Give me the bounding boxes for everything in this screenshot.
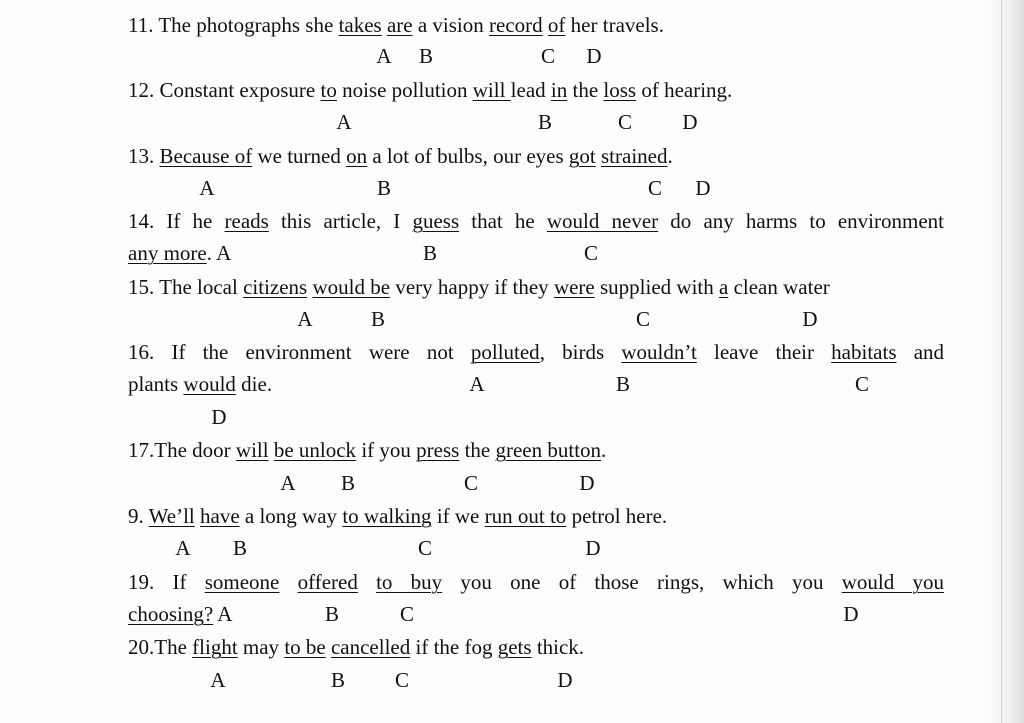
q20-letter-b: B: [330, 668, 346, 692]
question-11-text: 11. The photographs she takes are a vision record of her travels.: [128, 13, 664, 37]
q17-letter-b: B: [340, 471, 356, 495]
q11-letter-a: A: [376, 44, 392, 68]
q13-letter-d: D: [695, 176, 711, 200]
q17-letter-a: A: [280, 471, 296, 495]
question-15-text: 15. The local citizens would be very happy if they were supplied with a clean water: [128, 275, 830, 299]
q13-letter-c: C: [647, 176, 663, 200]
q15-letter-b: B: [370, 307, 386, 331]
q19-letter-c: C: [399, 602, 415, 626]
q14-letter-b: B: [422, 241, 438, 265]
question-12-text: 12. Constant exposure to noise pollution will lead in the loss of hearing.: [128, 78, 733, 102]
question-14-text: 14. If he reads this article, I guess that he would never do any harms to environment: [128, 209, 944, 233]
q19-letter-b: B: [324, 602, 340, 626]
q12-letter-c: C: [617, 110, 633, 134]
question-14-continuation: any more. A: [128, 241, 232, 265]
q17-letter-d: D: [579, 471, 595, 495]
q19-letter-d: D: [843, 602, 859, 626]
q11-letter-b: B: [418, 44, 434, 68]
q11-letter-d: D: [586, 44, 602, 68]
page-edge-shadow: [988, 0, 1024, 723]
question-19-continuation: choosing? A: [128, 602, 233, 626]
question-9-text: 9. We’ll have a long way to walking if we run out to petrol here.: [128, 504, 668, 528]
q16-letter-a: A: [469, 372, 485, 396]
q9-letter-d: D: [585, 536, 601, 560]
q17-letter-c: C: [463, 471, 479, 495]
question-16-continuation: plants would die.: [128, 372, 273, 396]
q9-letter-c: C: [417, 536, 433, 560]
q12-letter-d: D: [682, 110, 698, 134]
q20-letter-d: D: [557, 668, 573, 692]
q13-letter-b: B: [376, 176, 392, 200]
question-13-text: 13. Because of we turned on a lot of bulbs, our eyes got strained.: [128, 144, 673, 168]
q12-letter-b: B: [537, 110, 553, 134]
q15-letter-c: C: [635, 307, 651, 331]
q9-letter-b: B: [232, 536, 248, 560]
q14-letter-c: C: [583, 241, 599, 265]
q13-letter-a: A: [199, 176, 215, 200]
q15-letter-d: D: [802, 307, 818, 331]
q20-letter-a: A: [210, 668, 226, 692]
q20-letter-c: C: [394, 668, 410, 692]
q16-letter-b: B: [615, 372, 631, 396]
question-17-text: 17.The door will be unlock if you press the green button.: [128, 438, 607, 462]
q9-letter-a: A: [175, 536, 191, 560]
q11-letter-c: C: [540, 44, 556, 68]
q16-letter-d: D: [211, 405, 227, 429]
question-16-text: 16. If the environment were not polluted, birds wouldn’t leave their habitats and: [128, 340, 945, 364]
q16-letter-c: C: [854, 372, 870, 396]
question-19-text: 19. If someone offered to buy you one of those rings, which you would you: [128, 570, 944, 594]
q15-letter-a: A: [297, 307, 313, 331]
page-edge-line: [1001, 0, 1002, 723]
q12-letter-a: A: [336, 110, 352, 134]
question-20-text: 20.The flight may to be cancelled if the fog gets thick.: [128, 635, 585, 659]
